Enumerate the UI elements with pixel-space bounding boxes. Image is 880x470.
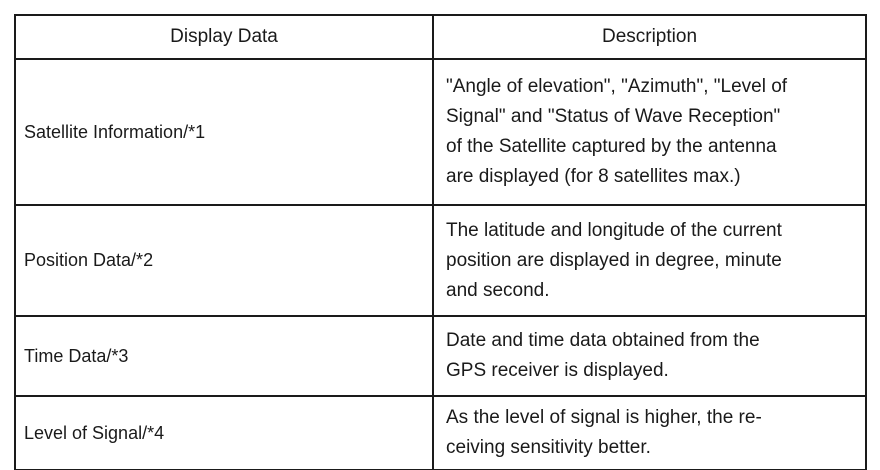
display-data-cell: Time Data/*3 [15,316,433,396]
description-cell [433,396,866,470]
description-line: Signal" and "Status of Wave Reception" [446,106,781,127]
display-data-cell: Satellite Information/*1 [15,59,433,205]
display-data-cell: Level of Signal/*4 [15,396,433,470]
display-data-cell: Position Data/*2 [15,205,433,316]
description-line: of the Satellite captured by the antenna [446,136,777,157]
header-display-data: Display Data [15,15,433,59]
description-line: and second. [446,279,550,301]
table-row [15,316,866,396]
description-line: As the level of signal is higher, the re- [446,407,762,428]
description-line: The latitude and longitude of the current [446,219,782,241]
table-header [15,15,866,59]
description-line: GPS receiver is displayed. [446,360,669,381]
description-cell [433,59,866,205]
display-data-table [14,14,867,470]
description-line: Date and time data obtained from the [446,330,760,351]
description-cell [433,316,866,396]
table-row [15,59,866,205]
table-row [15,205,866,316]
header-row [15,15,866,59]
description-cell [433,205,866,316]
description-line: "Angle of elevation", "Azimuth", "Level of [446,76,788,97]
description-line: position are displayed in degree, minute [446,249,782,271]
table-row [15,396,866,470]
description-line: are displayed (for 8 satellites max.) [446,166,741,187]
description-line: ceiving sensitivity better. [446,437,651,458]
header-description: Description [433,15,866,59]
